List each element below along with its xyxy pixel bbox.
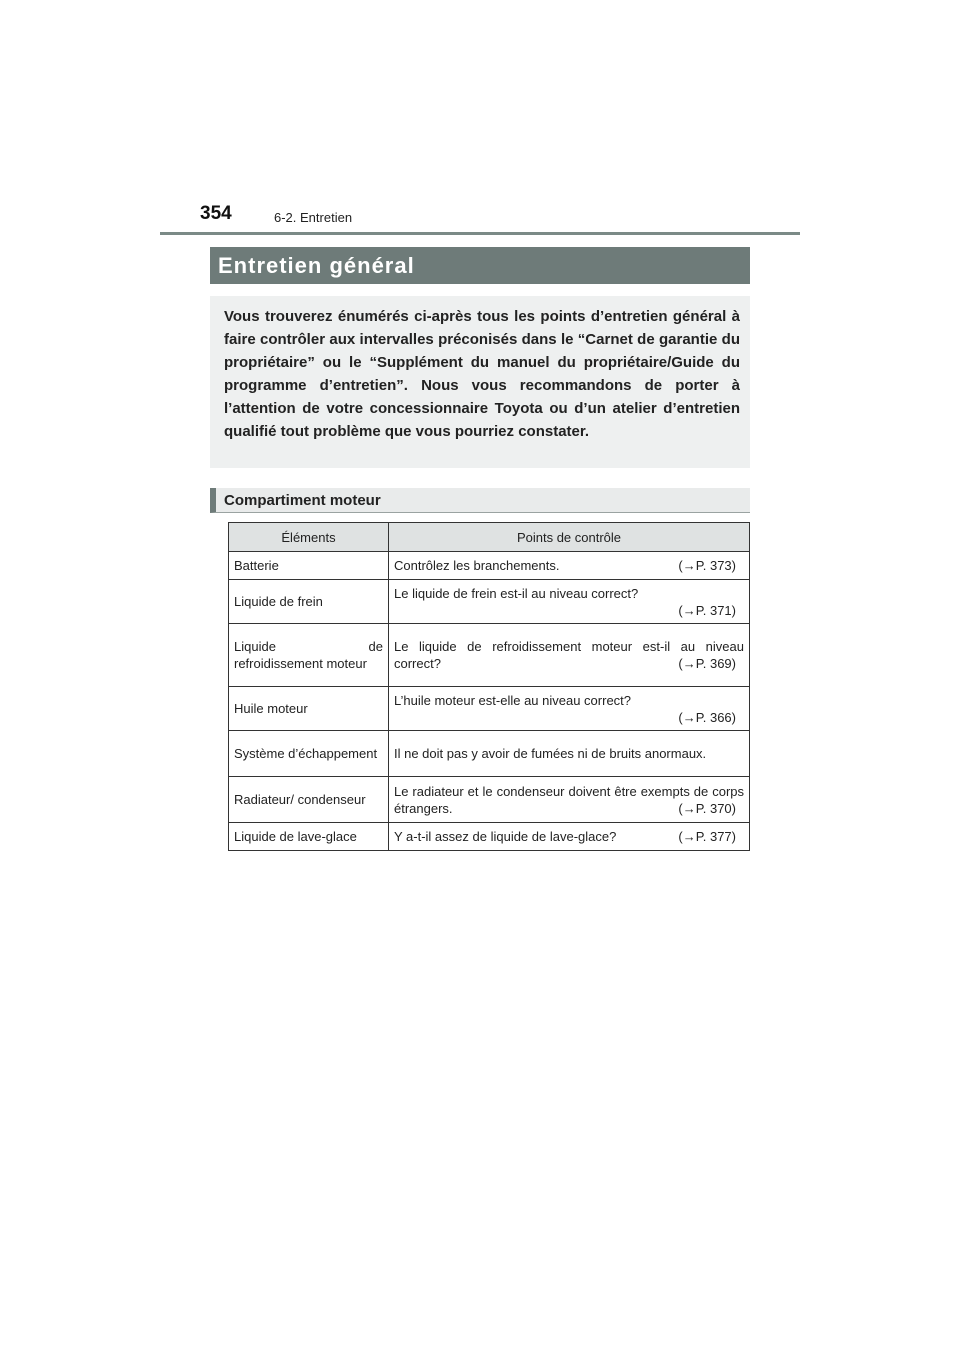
row-check xyxy=(389,552,750,580)
intro-text: Vous trouverez énumérés ci-après tous les points d’entretien général à faire contrôler aux intervalles préconisés dans le “Carnet de garantie du propriétaire” ou le “Supplément du manuel du propriétaire/Guide du programme d’entretien”. Nous vous recommandons de porter à l’attention de votre concessionnaire Toyota ou d’un atelier d’entretien qualifié tout problème que vous pourriez constater. xyxy=(224,308,740,440)
row-check xyxy=(389,823,750,851)
row-item: Radiateur/ condenseur xyxy=(229,777,389,823)
row-check xyxy=(389,580,750,624)
page-reference: (→P. 373) xyxy=(678,558,736,573)
header-rule xyxy=(160,232,800,235)
table-row xyxy=(229,552,750,580)
page-reference: (→P. 369) xyxy=(678,656,736,671)
table-header-row xyxy=(229,523,750,552)
row-item-text: Liquide de refroidissement moteur xyxy=(234,639,383,671)
subsection-title: Compartiment moteur xyxy=(224,491,381,509)
row-item: Liquide de lave-glace xyxy=(229,823,389,851)
table-row xyxy=(229,823,750,851)
page-title: Entretien général xyxy=(218,252,415,278)
page-reference: (→P. 377) xyxy=(678,829,736,844)
column-header-items: Éléments xyxy=(229,523,389,552)
page-reference: (→P. 366) xyxy=(678,709,736,725)
row-item: Liquide de frein xyxy=(229,580,389,624)
title-bar xyxy=(210,247,750,284)
page-reference: (→P. 371) xyxy=(678,602,736,618)
check-text: Y a-t-il assez de liquide de lave-glace? xyxy=(394,829,617,844)
page-number: 354 xyxy=(200,203,232,224)
maintenance-table xyxy=(228,522,750,851)
check-text: Le radiateur et le condenseur doivent être exempts de corps étrangers. xyxy=(394,783,744,816)
row-item: Huile moteur xyxy=(229,687,389,731)
check-text: Le liquide de frein est-il au niveau correct? xyxy=(394,585,639,601)
subsection-heading xyxy=(210,488,750,513)
page-reference: (→P. 370) xyxy=(678,800,736,816)
row-item: Batterie xyxy=(229,552,389,580)
row-check xyxy=(389,687,750,731)
check-text: Le liquide de refroidissement moteur est-il au niveau correct? xyxy=(394,639,744,671)
row-item xyxy=(229,624,389,687)
section-label: 6-2. Entretien xyxy=(274,210,353,225)
table-row xyxy=(229,580,750,624)
column-header-checks: Points de contrôle xyxy=(389,523,750,552)
row-item: Système d’échappement xyxy=(229,731,389,777)
table-row xyxy=(229,777,750,823)
table-row xyxy=(229,687,750,731)
table-row xyxy=(229,624,750,687)
check-text: L’huile moteur est-elle au niveau correct? xyxy=(394,692,632,708)
table-row xyxy=(229,731,750,777)
row-check xyxy=(389,777,750,823)
row-check xyxy=(389,624,750,687)
intro-box xyxy=(210,296,750,468)
check-text: Contrôlez les branchements. xyxy=(394,558,560,573)
row-check: Il ne doit pas y avoir de fumées ni de bruits anormaux. xyxy=(389,731,750,777)
